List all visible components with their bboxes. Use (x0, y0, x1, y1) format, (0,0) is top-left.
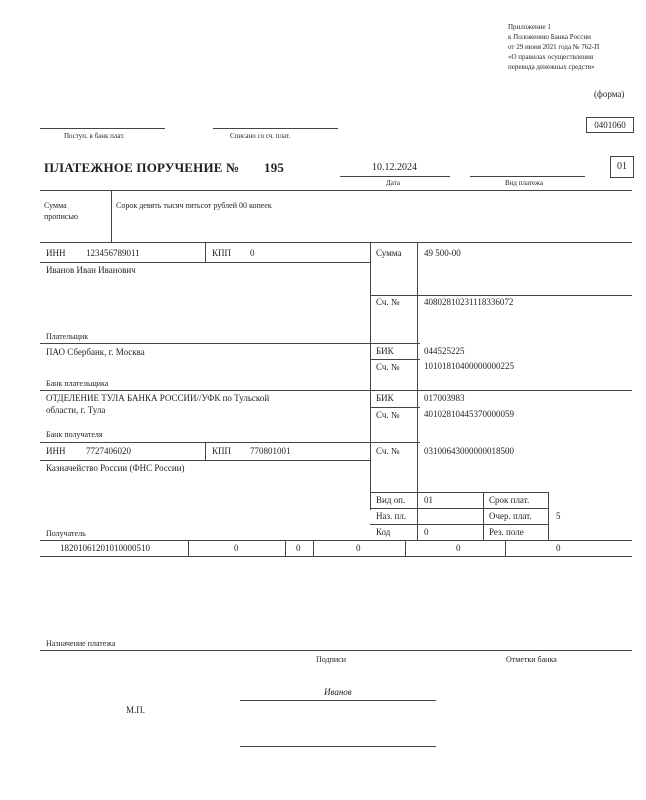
payer-kpp-label: КПП (212, 248, 232, 258)
tax-divider-5 (505, 540, 506, 556)
codes-middle-divider (483, 492, 484, 540)
document-title: ПЛАТЕЖНОЕ ПОРУЧЕНИЕ № (44, 160, 240, 175)
payer-bank-name: ПАО Сбербанк, г. Москва (46, 347, 145, 357)
tax-doc-date: 0 (556, 543, 561, 553)
payee-bank-account-label: Сч. № (376, 410, 400, 420)
payee-bank-bottom-line (40, 442, 420, 443)
tax-divider-3 (313, 540, 314, 556)
document-date: 10.12.2024 (372, 162, 417, 173)
ochered-label: Очер. плат. (489, 511, 532, 521)
appendix-line-5: перевода денежных средств» (508, 63, 595, 71)
payee-inn-label: ИНН (46, 446, 66, 456)
amount-words-top-line (40, 190, 632, 191)
codes-top-line (370, 492, 548, 493)
debited-line (213, 128, 338, 129)
codes-row-1-line (370, 508, 548, 509)
payer-account: 40802810231118336072 (424, 297, 514, 307)
payee-bank-label: Банк получателя (46, 430, 103, 439)
payee-account: 03100643000000018500 (424, 446, 514, 456)
payer-bank-bottom-line (40, 390, 632, 391)
debited-label: Списано со сч. плат. (230, 132, 291, 140)
tax-period: 0 (356, 543, 361, 553)
payee-kpp-label: КПП (212, 446, 232, 456)
payee-account-label: Сч. № (376, 446, 400, 456)
tax-basis: 0 (296, 543, 301, 553)
tax-divider-2 (285, 540, 286, 556)
payee-bank-name-2: области, г. Тула (46, 405, 106, 415)
payer-inn: 123456789011 (86, 248, 140, 258)
rez-label: Рез. поле (489, 527, 524, 537)
signature-line-1 (240, 700, 436, 701)
naz-pl-label: Наз. пл. (376, 511, 407, 521)
tax-kbk: 18201061201010000510 (60, 543, 150, 553)
payer-bank-account-top-line (370, 359, 420, 360)
payee-name: Казначейство России (ФНС России) (46, 463, 185, 473)
form-code-box: 0401060 (586, 117, 634, 133)
tax-row-top-line (40, 540, 632, 541)
payer-bank-bik-top-line (370, 343, 420, 344)
amount-words-divider (111, 190, 112, 242)
forma-label: (форма) (594, 89, 625, 99)
vid-op-value: 01 (424, 495, 433, 505)
amount-words-label-1: Сумма (44, 201, 67, 210)
date-line (340, 176, 450, 177)
purpose-label: Назначение платежа (46, 639, 116, 648)
received-label: Поступ. в банк плат. (64, 132, 125, 140)
tax-divider-4 (405, 540, 406, 556)
value-column-divider (417, 242, 418, 540)
appendix-line-2: к Положению Банка России (508, 33, 591, 41)
payee-bank-name: ОТДЕЛЕНИЕ ТУЛА БАНКА РОССИИ//УФК по Тульской (46, 393, 270, 403)
document-number: 195 (264, 160, 285, 175)
payment-type-line (470, 176, 585, 177)
signature-text: Иванов (324, 687, 352, 697)
codes-row-2-line (370, 524, 548, 525)
kod-value: 0 (424, 527, 429, 537)
payer-name: Иванов Иван Иванович (46, 265, 136, 275)
payee-bank-bik: 017003983 (424, 393, 465, 403)
amount-words-label-2: прописью (44, 212, 79, 221)
sum-value: 49 500-00 (424, 248, 461, 258)
payee-inn-bottom-line (40, 460, 370, 461)
codes-right-divider (548, 492, 549, 540)
payee-bank-account: 40102810445370000059 (424, 409, 514, 419)
payer-bank-account: 10101810400000000225 (424, 361, 514, 371)
bank-marks-label: Отметки банка (506, 655, 557, 664)
payer-inn-kpp-divider (205, 242, 206, 262)
payer-kpp: 0 (250, 248, 255, 258)
table-top-line (40, 242, 632, 243)
payee-kpp: 770801001 (250, 446, 291, 456)
payer-account-top-line (370, 295, 632, 296)
payer-bank-label: Банк плательщика (46, 379, 109, 388)
payee-bank-account-top-line (370, 407, 420, 408)
payee-label: Получатель (46, 529, 86, 538)
signatures-label: Подписи (316, 655, 347, 664)
tax-doc-number: 0 (456, 543, 461, 553)
appendix-line-3: от 29 июня 2021 года № 762-П (508, 43, 600, 51)
tax-divider-1 (188, 540, 189, 556)
payer-bank-account-label: Сч. № (376, 362, 400, 372)
payer-inn-bottom-line (40, 262, 370, 263)
date-label: Дата (386, 179, 400, 187)
tax-oktmo: 0 (234, 543, 239, 553)
purpose-bottom-line (40, 650, 632, 651)
vid-op-label: Вид оп. (376, 495, 406, 505)
ochered-value: 5 (556, 511, 561, 521)
status-code-box: 01 (610, 156, 634, 178)
amount-words-value: Сорок девять тысяч пятьсот рублей 00 копеек (116, 201, 272, 210)
payer-bank-bik: 044525225 (424, 346, 465, 356)
sum-label: Сумма (376, 248, 402, 258)
appendix-line-4: «О правилах осуществления (508, 53, 594, 61)
received-line (40, 128, 165, 129)
tax-row-bottom-line (40, 556, 632, 557)
appendix-line-1: Приложение 1 (508, 23, 551, 31)
kod-label: Код (376, 527, 391, 537)
label-column-divider (370, 242, 371, 510)
srok-label: Срок плат. (489, 495, 530, 505)
payer-bottom-line (40, 343, 370, 344)
stamp-label: М.П. (126, 705, 146, 715)
payee-inn-kpp-divider (205, 442, 206, 460)
payer-label: Плательщик (46, 332, 89, 341)
payment-type-label: Вид платежа (505, 179, 544, 187)
payer-account-label: Сч. № (376, 297, 400, 307)
payer-inn-label: ИНН (46, 248, 66, 258)
payee-bank-bik-label: БИК (376, 393, 394, 403)
payee-inn: 7727406020 (86, 446, 131, 456)
payer-bank-bik-label: БИК (376, 346, 394, 356)
signature-line-2 (240, 746, 436, 747)
